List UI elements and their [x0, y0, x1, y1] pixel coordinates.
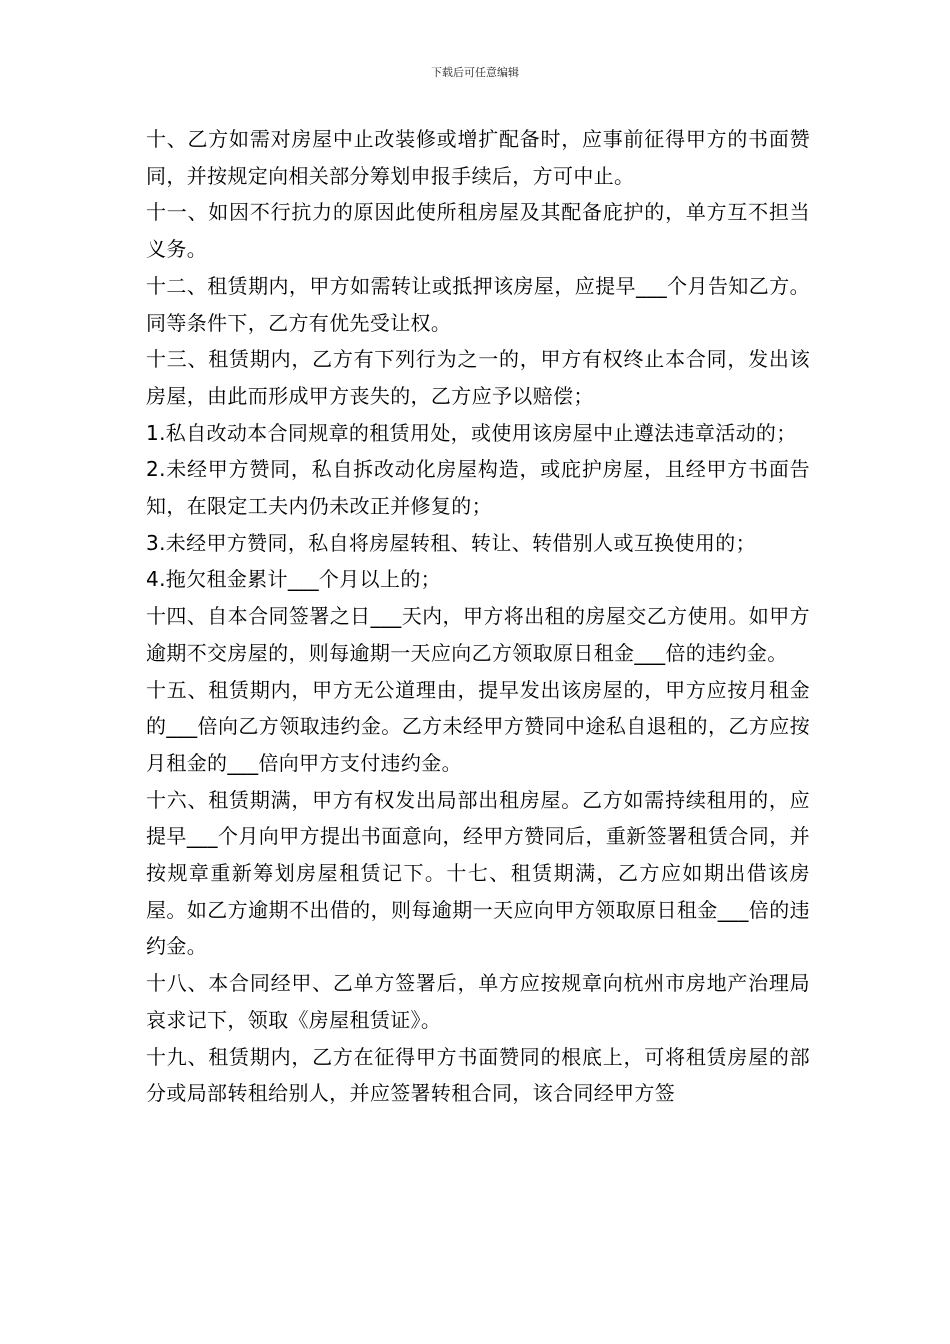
- clause-14: 十四、自本合同签署之日___天内，甲方将出租的房屋交乙方使用。如甲方逾期不交房屋的，则每逾期一天应向乙方领取原日租金___倍的违约金。: [146, 604, 810, 665]
- clause-13-item-2: 2.未经甲方赞同，私自拆改动化房屋构造，或庇护房屋，且经甲方书面告知，在限定工夫内仍未改正并修复的；: [146, 457, 810, 519]
- document-body: [146, 121, 810, 1112]
- clause-18: 十八、本合同经甲、乙单方签署后，单方应按规章向杭州市房地产治理局哀求记下，领取《房屋租赁证》。: [146, 971, 810, 1032]
- clause-15: 十五、租赁期内，甲方无公道理由，提早发出该房屋的，甲方应按月租金的___倍向乙方领取违约金。乙方未经甲方赞同中途私自退租的，乙方应按月租金的___倍向甲方支付违约金。: [146, 677, 810, 775]
- page-header: 下载后可任意编辑: [431, 66, 519, 79]
- clause-16-17: 十六、租赁期满，甲方有权发出局部出租房屋。乙方如需持续租用的，应提早___个月向甲方提出书面意向，经甲方赞同后，重新签署租赁合同，并按规章重新筹划房屋租赁记下。十七、租赁期满，乙方应如期出借该房屋。如乙方逾期不出借的，则每逾期一天应向甲方领取原日租金___倍的违约金。: [146, 787, 810, 959]
- clause-19: 十九、租赁期内，乙方在征得甲方书面赞同的根底上，可将租赁房屋的部分或局部转租给别人，并应签署转租合同，该合同经甲方签: [146, 1044, 810, 1106]
- clause-13: 十三、租赁期内，乙方有下列行为之一的，甲方有权终止本合同，发出该房屋，由此而形成甲方丧失的，乙方应予以赔偿；: [146, 347, 810, 408]
- clause-13-item-3: 3.未经甲方赞同，私自将房屋转租、转让、转借别人或互换使用的；: [146, 530, 756, 555]
- clause-13-item-4: 4.拖欠租金累计___个月以上的；: [146, 567, 442, 592]
- clause-10: 十、乙方如需对房屋中止改装修或增扩配备时，应事前征得甲方的书面赞同，并按规定向相关部分筹划申报手续后，方可中止。: [146, 127, 810, 188]
- clause-12: 十二、租赁期内，甲方如需转让或抵押该房屋，应提早___个月告知乙方。同等条件下，乙方有优先受让权。: [146, 273, 810, 335]
- clause-13-item-1: 1.私自改动本合同规章的租赁用处，或使用该房屋中止遵法违章活动的；: [146, 420, 797, 445]
- clause-11: 十一、如因不行抗力的原因此使所租房屋及其配备庇护的，单方互不担当义务。: [146, 200, 810, 262]
